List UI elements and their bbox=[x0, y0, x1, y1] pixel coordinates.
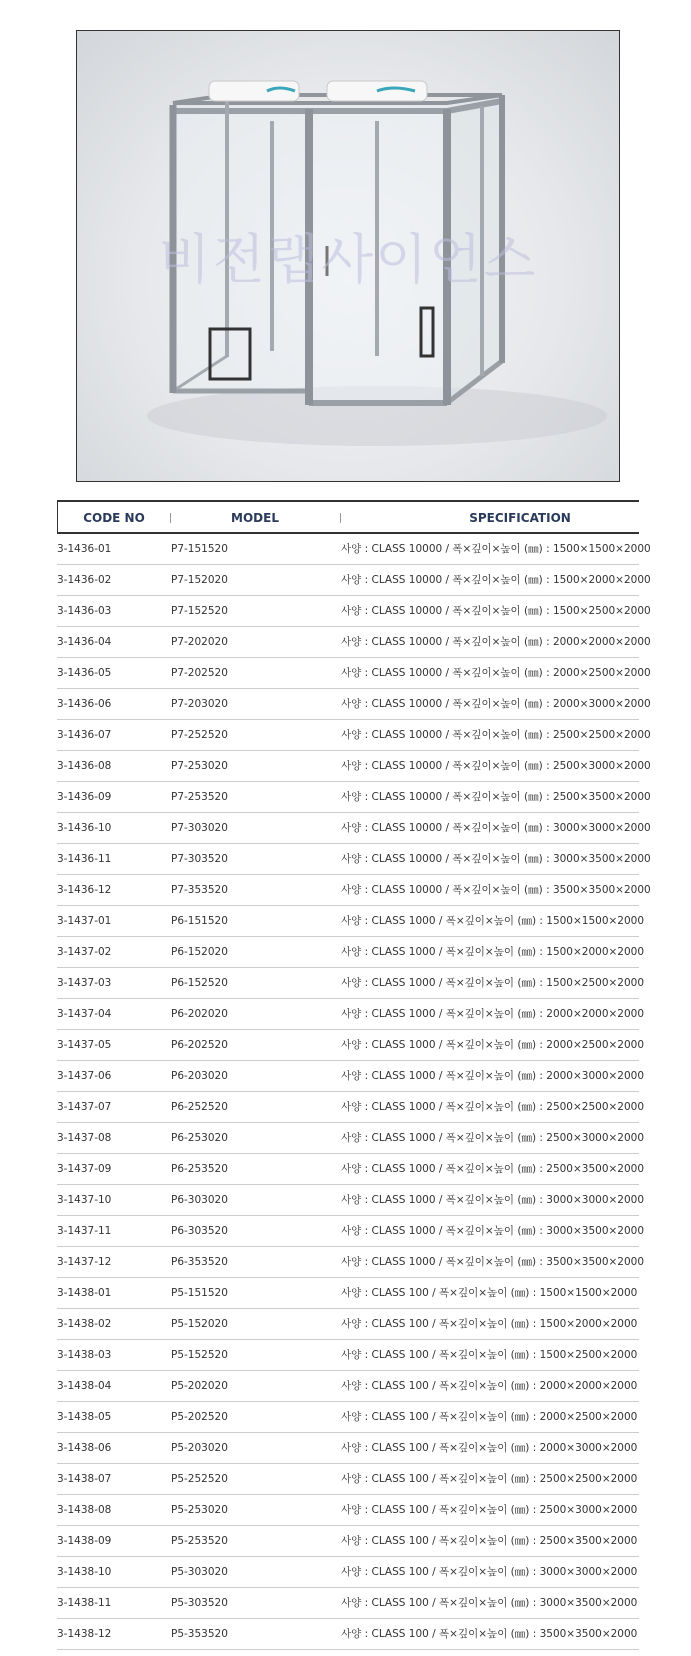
cell-code-no: 3-1438-08 bbox=[57, 1504, 112, 1516]
cell-code-no: 3-1437-11 bbox=[57, 1225, 112, 1237]
table-row bbox=[57, 1030, 645, 1061]
cell-code-no: 3-1437-04 bbox=[57, 1008, 112, 1020]
table-row bbox=[57, 1185, 645, 1216]
cell-code-no: 3-1438-02 bbox=[57, 1318, 112, 1330]
table-row bbox=[57, 596, 651, 627]
table-header bbox=[57, 500, 639, 534]
cell-specification: 사양 : CLASS 1000 / 폭×깊이×높이 (㎜) : 1500×2500×2000 bbox=[341, 977, 645, 989]
cell-specification: 사양 : CLASS 1000 / 폭×깊이×높이 (㎜) : 2000×2500×2000 bbox=[341, 1039, 645, 1051]
table-row bbox=[57, 565, 651, 596]
table-row bbox=[57, 1340, 639, 1371]
cell-model: P6-252520 bbox=[171, 1101, 228, 1113]
cell-specification: 사양 : CLASS 100 / 폭×깊이×높이 (㎜) : 3000×3000×2000 bbox=[341, 1566, 638, 1578]
cell-model: P5-252520 bbox=[171, 1473, 228, 1485]
cell-code-no: 3-1436-04 bbox=[57, 636, 112, 648]
cell-code-no: 3-1437-07 bbox=[57, 1101, 112, 1113]
cell-specification: 사양 : CLASS 1000 / 폭×깊이×높이 (㎜) : 2500×2500×2000 bbox=[341, 1101, 645, 1113]
table-row bbox=[57, 720, 651, 751]
cell-code-no: 3-1436-03 bbox=[57, 605, 112, 617]
cell-specification: 사양 : CLASS 1000 / 폭×깊이×높이 (㎜) : 2500×3000×2000 bbox=[341, 1132, 645, 1144]
cell-model: P7-253520 bbox=[171, 791, 228, 803]
cell-model: P6-152020 bbox=[171, 946, 228, 958]
cell-specification: 사양 : CLASS 100 / 폭×깊이×높이 (㎜) : 3500×3500×2000 bbox=[341, 1628, 638, 1640]
cell-code-no: 3-1436-05 bbox=[57, 667, 112, 679]
table-row bbox=[57, 658, 651, 689]
cell-specification: 사양 : CLASS 1000 / 폭×깊이×높이 (㎜) : 3500×3500×2000 bbox=[341, 1256, 645, 1268]
table-row bbox=[57, 1092, 645, 1123]
cell-code-no: 3-1437-01 bbox=[57, 915, 112, 927]
cell-model: P6-303520 bbox=[171, 1225, 228, 1237]
table-row bbox=[57, 1619, 639, 1650]
cell-code-no: 3-1437-09 bbox=[57, 1163, 112, 1175]
cell-model: P6-353520 bbox=[171, 1256, 228, 1268]
cell-specification: 사양 : CLASS 1000 / 폭×깊이×높이 (㎜) : 1500×1500×2000 bbox=[341, 915, 645, 927]
cell-code-no: 3-1437-06 bbox=[57, 1070, 112, 1082]
cell-code-no: 3-1436-01 bbox=[57, 543, 112, 555]
cell-model: P7-253020 bbox=[171, 760, 228, 772]
cell-code-no: 3-1437-12 bbox=[57, 1256, 112, 1268]
cell-specification: 사양 : CLASS 100 / 폭×깊이×높이 (㎜) : 2500×2500×2000 bbox=[341, 1473, 638, 1485]
table-row bbox=[57, 782, 651, 813]
cell-model: P5-203020 bbox=[171, 1442, 228, 1454]
table-row bbox=[57, 1154, 645, 1185]
table-row bbox=[57, 937, 645, 968]
cell-specification: 사양 : CLASS 10000 / 폭×깊이×높이 (㎜) : 1500×2500×2000 bbox=[341, 605, 651, 617]
cell-specification: 사양 : CLASS 1000 / 폭×깊이×높이 (㎜) : 3000×3000×2000 bbox=[341, 1194, 645, 1206]
cell-code-no: 3-1436-10 bbox=[57, 822, 112, 834]
table-row bbox=[57, 1588, 639, 1619]
cell-specification: 사양 : CLASS 10000 / 폭×깊이×높이 (㎜) : 2500×3000×2000 bbox=[341, 760, 651, 772]
cell-specification: 사양 : CLASS 10000 / 폭×깊이×높이 (㎜) : 2500×3500×2000 bbox=[341, 791, 651, 803]
cell-code-no: 3-1437-10 bbox=[57, 1194, 112, 1206]
cell-code-no: 3-1436-11 bbox=[57, 853, 112, 865]
table-row bbox=[57, 999, 645, 1030]
cell-code-no: 3-1436-07 bbox=[57, 729, 112, 741]
cell-code-no: 3-1438-05 bbox=[57, 1411, 112, 1423]
table-row bbox=[57, 1216, 645, 1247]
table-body bbox=[57, 534, 651, 1650]
cell-specification: 사양 : CLASS 10000 / 폭×깊이×높이 (㎜) : 2000×3000×2000 bbox=[341, 698, 651, 710]
cell-model: P5-202520 bbox=[171, 1411, 228, 1423]
cell-code-no: 3-1438-04 bbox=[57, 1380, 112, 1392]
cell-code-no: 3-1437-05 bbox=[57, 1039, 112, 1051]
cell-code-no: 3-1438-07 bbox=[57, 1473, 112, 1485]
header-specification: SPECIFICATION bbox=[469, 511, 571, 525]
cell-code-no: 3-1436-09 bbox=[57, 791, 112, 803]
table-row bbox=[57, 1247, 645, 1278]
cell-model: P7-353520 bbox=[171, 884, 228, 896]
cell-specification: 사양 : CLASS 10000 / 폭×깊이×높이 (㎜) : 3000×3000×2000 bbox=[341, 822, 651, 834]
cell-model: P7-202020 bbox=[171, 636, 228, 648]
cell-specification: 사양 : CLASS 1000 / 폭×깊이×높이 (㎜) : 2500×3500×2000 bbox=[341, 1163, 645, 1175]
cell-model: P6-202020 bbox=[171, 1008, 228, 1020]
table-row bbox=[57, 1464, 639, 1495]
table-row bbox=[57, 1526, 639, 1557]
cell-code-no: 3-1438-09 bbox=[57, 1535, 112, 1547]
cell-model: P6-202520 bbox=[171, 1039, 228, 1051]
table-row bbox=[57, 844, 651, 875]
cell-specification: 사양 : CLASS 100 / 폭×깊이×높이 (㎜) : 2500×3000×2000 bbox=[341, 1504, 638, 1516]
table-row bbox=[57, 875, 651, 906]
table-row bbox=[57, 1371, 639, 1402]
cell-code-no: 3-1436-08 bbox=[57, 760, 112, 772]
table-row bbox=[57, 627, 651, 658]
cell-specification: 사양 : CLASS 10000 / 폭×깊이×높이 (㎜) : 1500×2000×2000 bbox=[341, 574, 651, 586]
cell-code-no: 3-1437-02 bbox=[57, 946, 112, 958]
table-row bbox=[57, 813, 651, 844]
table-row bbox=[57, 1495, 639, 1526]
cell-code-no: 3-1436-02 bbox=[57, 574, 112, 586]
table-row bbox=[57, 1278, 639, 1309]
table-row bbox=[57, 534, 651, 565]
cell-code-no: 3-1438-03 bbox=[57, 1349, 112, 1361]
cell-code-no: 3-1436-06 bbox=[57, 698, 112, 710]
cell-model: P6-253020 bbox=[171, 1132, 228, 1144]
cell-model: P6-303020 bbox=[171, 1194, 228, 1206]
cell-model: P5-253520 bbox=[171, 1535, 228, 1547]
cell-model: P5-303020 bbox=[171, 1566, 228, 1578]
cell-model: P7-152020 bbox=[171, 574, 228, 586]
cell-specification: 사양 : CLASS 100 / 폭×깊이×높이 (㎜) : 2000×2500×2000 bbox=[341, 1411, 638, 1423]
watermark: 비전랩사이언스 bbox=[158, 228, 538, 291]
table-row bbox=[57, 906, 645, 937]
cell-model: P5-151520 bbox=[171, 1287, 228, 1299]
cell-specification: 사양 : CLASS 10000 / 폭×깊이×높이 (㎜) : 3000×3500×2000 bbox=[341, 853, 651, 865]
cell-specification: 사양 : CLASS 100 / 폭×깊이×높이 (㎜) : 2000×3000×2000 bbox=[341, 1442, 638, 1454]
header-code-no: CODE NO bbox=[83, 511, 145, 525]
cell-specification: 사양 : CLASS 100 / 폭×깊이×높이 (㎜) : 1500×2000×2000 bbox=[341, 1318, 638, 1330]
table-row bbox=[57, 689, 651, 720]
cell-model: P5-303520 bbox=[171, 1597, 228, 1609]
cell-specification: 사양 : CLASS 100 / 폭×깊이×높이 (㎜) : 2000×2000×2000 bbox=[341, 1380, 638, 1392]
cell-specification: 사양 : CLASS 10000 / 폭×깊이×높이 (㎜) : 1500×1500×2000 bbox=[341, 543, 651, 555]
cell-model: P7-303020 bbox=[171, 822, 228, 834]
table-row bbox=[57, 968, 645, 999]
table-row bbox=[57, 751, 651, 782]
cell-model: P6-203020 bbox=[171, 1070, 228, 1082]
cell-code-no: 3-1438-10 bbox=[57, 1566, 112, 1578]
cell-specification: 사양 : CLASS 100 / 폭×깊이×높이 (㎜) : 1500×1500×2000 bbox=[341, 1287, 638, 1299]
cell-model: P7-151520 bbox=[171, 543, 228, 555]
cell-specification: 사양 : CLASS 10000 / 폭×깊이×높이 (㎜) : 2000×2000×2000 bbox=[341, 636, 651, 648]
cell-model: P5-253020 bbox=[171, 1504, 228, 1516]
cell-model: P5-353520 bbox=[171, 1628, 228, 1640]
cell-model: P7-152520 bbox=[171, 605, 228, 617]
table-row bbox=[57, 1309, 639, 1340]
cell-model: P6-152520 bbox=[171, 977, 228, 989]
header-model: MODEL bbox=[231, 511, 279, 525]
cell-code-no: 3-1438-12 bbox=[57, 1628, 112, 1640]
cell-code-no: 3-1437-08 bbox=[57, 1132, 112, 1144]
spec-table bbox=[57, 500, 651, 1650]
cell-model: P7-202520 bbox=[171, 667, 228, 679]
cell-code-no: 3-1436-12 bbox=[57, 884, 112, 896]
cell-model: P5-152020 bbox=[171, 1318, 228, 1330]
cell-model: P7-203020 bbox=[171, 698, 228, 710]
cell-code-no: 3-1437-03 bbox=[57, 977, 112, 989]
cell-model: P5-152520 bbox=[171, 1349, 228, 1361]
cell-model: P7-252520 bbox=[171, 729, 228, 741]
cell-model: P6-253520 bbox=[171, 1163, 228, 1175]
table-row bbox=[57, 1402, 639, 1433]
cell-specification: 사양 : CLASS 10000 / 폭×깊이×높이 (㎜) : 2500×2500×2000 bbox=[341, 729, 651, 741]
cell-specification: 사양 : CLASS 1000 / 폭×깊이×높이 (㎜) : 2000×2000×2000 bbox=[341, 1008, 645, 1020]
table-row bbox=[57, 1433, 639, 1464]
cell-model: P6-151520 bbox=[171, 915, 228, 927]
cell-code-no: 3-1438-11 bbox=[57, 1597, 112, 1609]
table-row bbox=[57, 1061, 645, 1092]
cell-specification: 사양 : CLASS 10000 / 폭×깊이×높이 (㎜) : 3500×3500×2000 bbox=[341, 884, 651, 896]
cell-specification: 사양 : CLASS 1000 / 폭×깊이×높이 (㎜) : 1500×2000×2000 bbox=[341, 946, 645, 958]
cell-specification: 사양 : CLASS 10000 / 폭×깊이×높이 (㎜) : 2000×2500×2000 bbox=[341, 667, 651, 679]
product-photo bbox=[76, 30, 620, 482]
cell-specification: 사양 : CLASS 100 / 폭×깊이×높이 (㎜) : 2500×3500×2000 bbox=[341, 1535, 638, 1547]
cell-specification: 사양 : CLASS 100 / 폭×깊이×높이 (㎜) : 1500×2500×2000 bbox=[341, 1349, 638, 1361]
cell-code-no: 3-1438-06 bbox=[57, 1442, 112, 1454]
table-row bbox=[57, 1123, 645, 1154]
cell-specification: 사양 : CLASS 100 / 폭×깊이×높이 (㎜) : 3000×3500×2000 bbox=[341, 1597, 638, 1609]
table-row bbox=[57, 1557, 639, 1588]
cell-model: P7-303520 bbox=[171, 853, 228, 865]
cell-specification: 사양 : CLASS 1000 / 폭×깊이×높이 (㎜) : 3000×3500×2000 bbox=[341, 1225, 645, 1237]
cell-specification: 사양 : CLASS 1000 / 폭×깊이×높이 (㎜) : 2000×3000×2000 bbox=[341, 1070, 645, 1082]
cell-code-no: 3-1438-01 bbox=[57, 1287, 112, 1299]
cell-model: P5-202020 bbox=[171, 1380, 228, 1392]
